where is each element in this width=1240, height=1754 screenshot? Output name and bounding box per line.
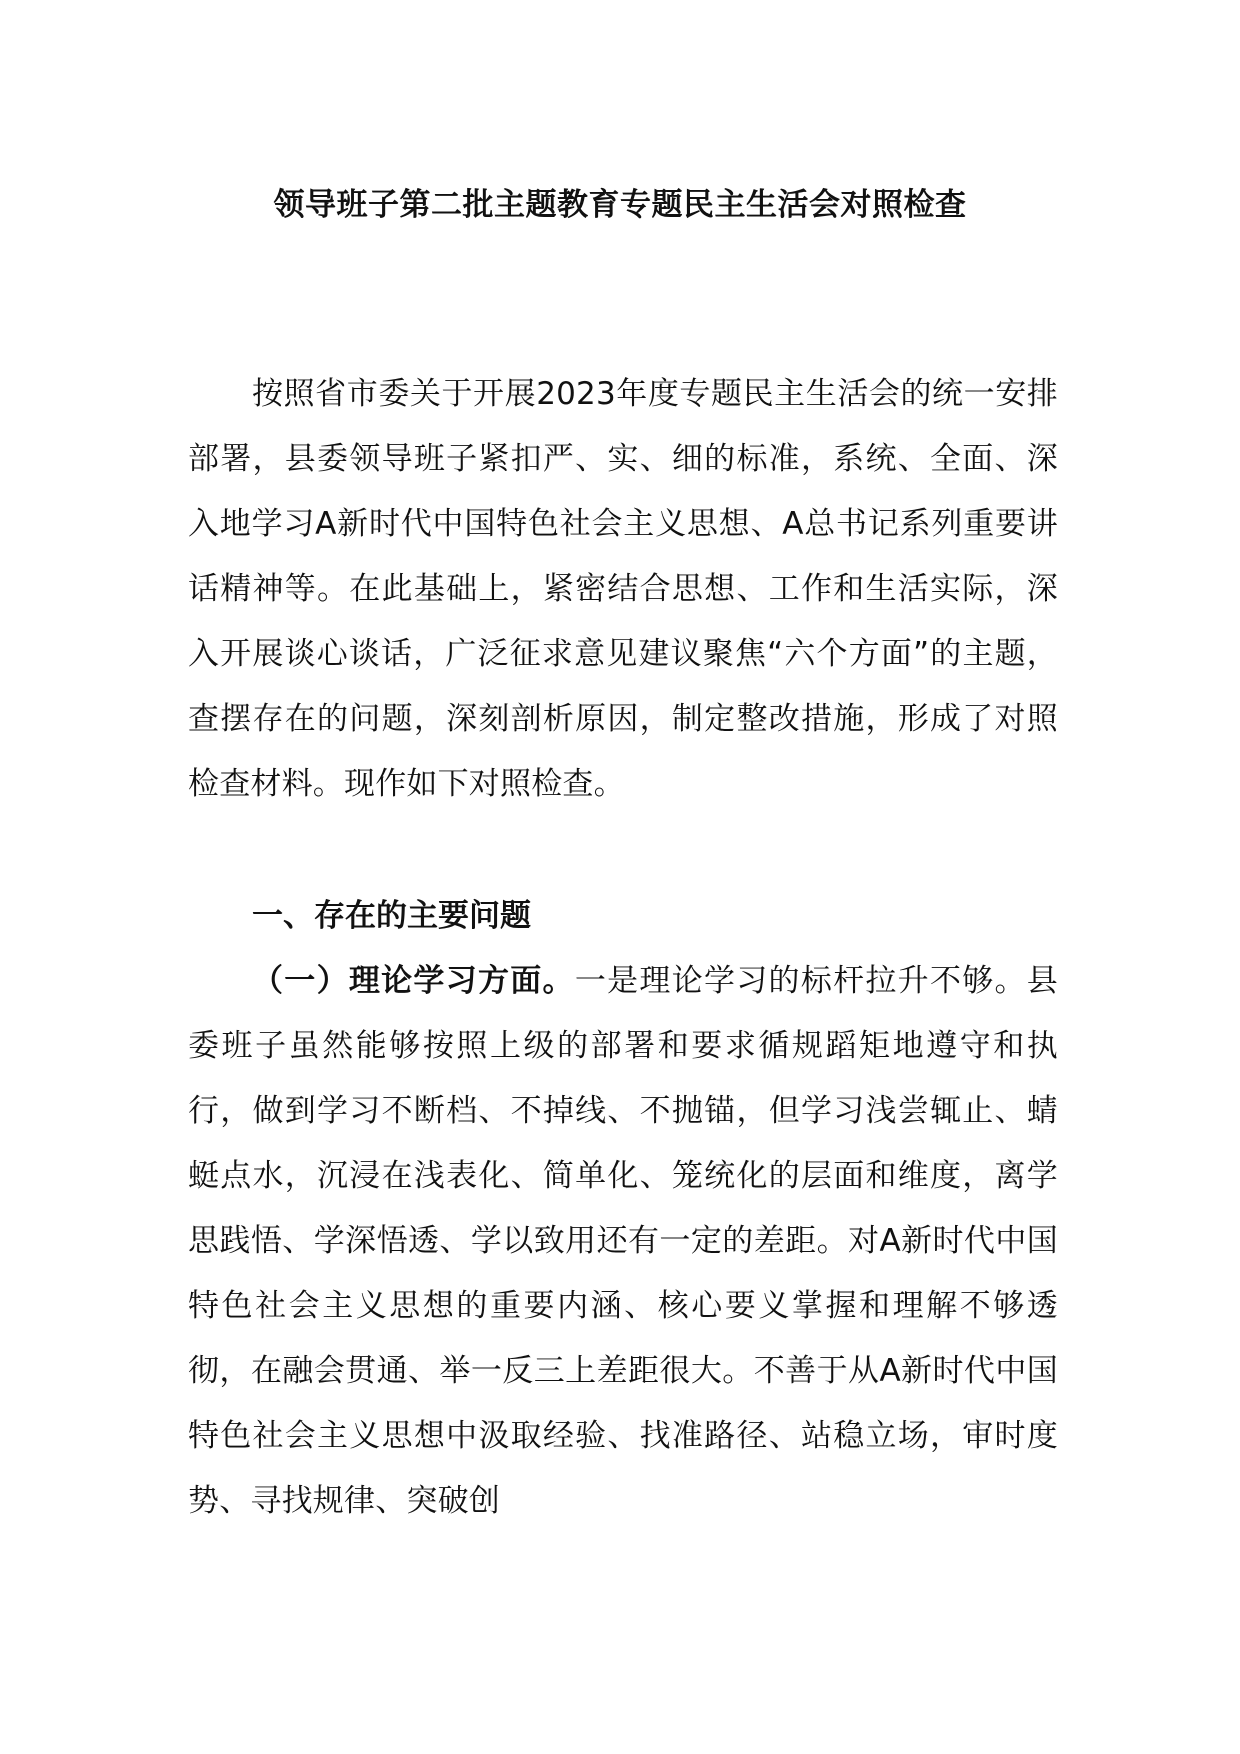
document-title: 领导班子第二批主题教育专题民主生活会对照检查: [273, 187, 967, 223]
subsection-paragraph: [188, 949, 1058, 1534]
section-heading: 一、存在的主要问题: [252, 898, 531, 934]
subsection-heading: （一）理论学习方面。: [252, 963, 575, 999]
intro-paragraph: 按照省市委关于开展2023年度专题民主生活会的统一安排部署，县委领导班子紧扣严、实、细的标准，系统、全面、深入地学习A新时代中国特色社会主义思想、A总书记系列重要讲话精神等。在此基础上，紧密结合思想、工作和生活实际，深入开展谈心谈话，广泛征求意见建议聚焦“六个方面”的主题，查摆存在的问题，深刻剖析原因，制定整改措施，形成了对照检查材料。现作如下对照检查。: [188, 376, 1058, 802]
subsection-text: 一是理论学习的标杆拉升不够。县委班子虽然能够按照上级的部署和要求循规蹈矩地遵守和执行，做到学习不断档、不掉线、不抛锚，但学习浅尝辄止、蜻蜓点水，沉浸在浅表化、简单化、笼统化的层面和维度，离学思践悟、学深悟透、学以致用还有一定的差距。对A新时代中国特色社会主义思想的重要内涵、核心要义掌握和理解不够透彻，在融会贯通、举一反三上差距很大。不善于从A新时代中国特色社会主义思想中汲取经验、找准路径、站稳立场，审时度势、寻找规律、突破创: [188, 963, 1059, 1519]
